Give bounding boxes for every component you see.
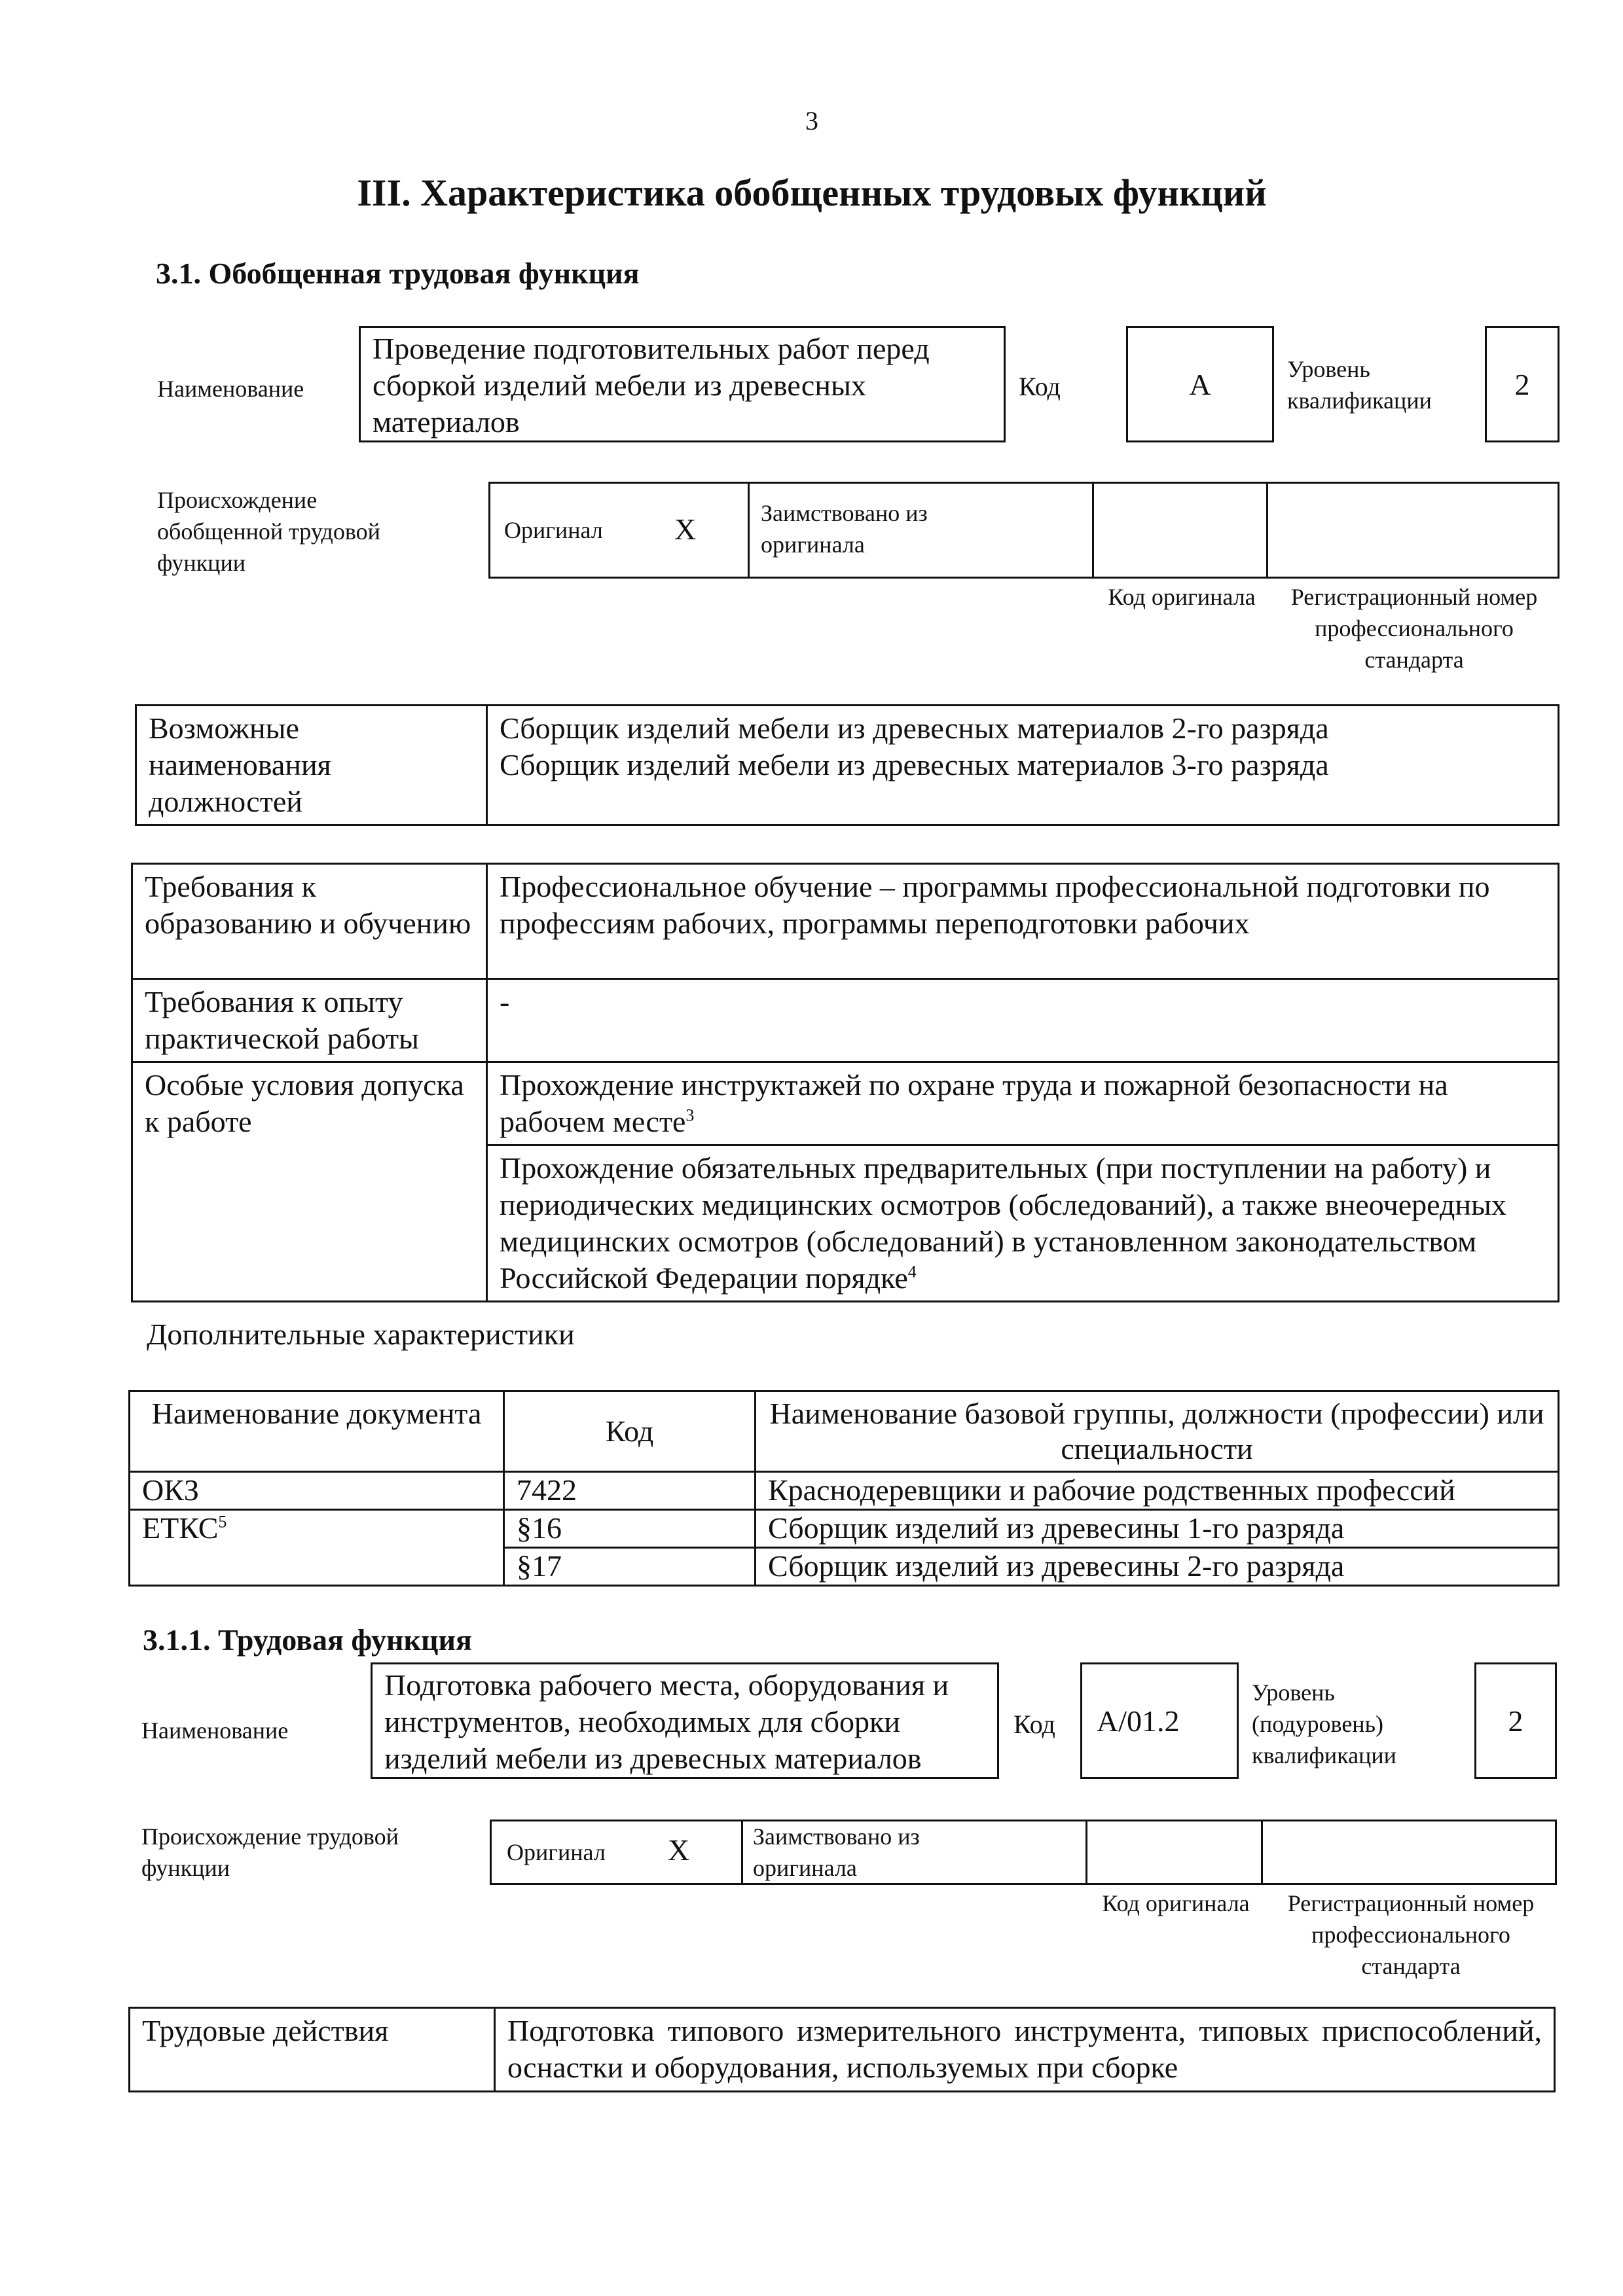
table-cell-code: §16 xyxy=(504,1510,756,1548)
tf-code-value: А/01.2 xyxy=(1080,1662,1239,1779)
divider xyxy=(1092,482,1094,579)
gtf-reg-number-caption: Регистрационный номер профессионального стандарта xyxy=(1290,584,1538,673)
table-cell-code: §17 xyxy=(504,1548,756,1586)
col-doc-header: Наименование документа xyxy=(130,1391,504,1472)
additional-table xyxy=(128,1390,1559,1587)
position-item: Сборщик изделий мебели из древесных материалов 3-го разряда xyxy=(500,748,1329,781)
divider xyxy=(748,482,750,579)
tf-borrowed-label: Заимствовано из оригинала xyxy=(753,1823,920,1881)
footnote-mark: 3 xyxy=(685,1105,695,1125)
gtf-name-label: Наименование xyxy=(157,376,304,402)
actions-table xyxy=(128,2007,1556,2092)
tf-code-original-caption: Код оригинала xyxy=(1102,1890,1250,1916)
special-label: Особые условия допуска к работе xyxy=(132,1062,487,1302)
additional-heading: Дополнительные характеристики xyxy=(147,1318,575,1351)
position-item: Сборщик изделий мебели из древесных материалов 2-го разряда xyxy=(500,711,1329,745)
table-cell-doc: ОКЗ xyxy=(130,1472,504,1510)
gtf-name-value: Проведение подготовительных работ перед сборкой изделий мебели из древесных материалов xyxy=(359,326,1006,442)
col-code-header: Код xyxy=(504,1391,756,1472)
positions-label: Возможные наименования должностей xyxy=(136,706,487,825)
gtf-origin-box xyxy=(488,482,1559,579)
gtf-code-value: А xyxy=(1126,326,1274,442)
gtf-level-value: 2 xyxy=(1485,326,1559,442)
experience-value: - xyxy=(487,979,1559,1062)
gtf-level-label: Уровень квалификации xyxy=(1287,356,1432,414)
tf-original-label: Оригинал xyxy=(507,1839,606,1865)
experience-label: Требования к опыту практической работы xyxy=(132,979,487,1062)
gtf-code-original-caption: Код оригинала xyxy=(1108,584,1256,610)
tf-heading: 3.1.1. Трудовая функция xyxy=(143,1623,472,1657)
divider xyxy=(1085,1820,1087,1885)
gtf-original-label: Оригинал xyxy=(504,517,603,543)
positions-table xyxy=(135,704,1559,826)
divider xyxy=(741,1820,743,1885)
page-number: 3 xyxy=(805,106,818,135)
page-title: III. Характеристика обобщенных трудовых функций xyxy=(357,171,1267,214)
divider xyxy=(1261,1820,1263,1885)
tf-name-label: Наименование xyxy=(141,1717,289,1744)
gtf-code-label: Код xyxy=(1019,372,1061,401)
tf-reg-number-caption: Регистрационный номер профессионального стандарта xyxy=(1287,1890,1535,1979)
footnote-mark: 4 xyxy=(907,1262,917,1282)
tf-level-label: Уровень (подуровень) квалификации xyxy=(1252,1679,1396,1768)
gtf-origin-label: Происхождение обобщенной трудовой функции xyxy=(157,487,380,576)
actions-value: Подготовка типового измерительного инструмента, типовых приспособлений, оснастки и оборудования, используемых при сборке xyxy=(495,2008,1555,2092)
table-cell-name: Сборщик изделий из древесины 2-го разряда xyxy=(756,1548,1559,1586)
special-value-2: Прохождение обязательных предварительных (при поступлении на работу) и периодических медицинских осмотров (обследований), а также внеочередных медицинских осмотров (обследований) в установленном законодательством Российской Федерации порядке xyxy=(500,1151,1506,1295)
table-cell-name: Краснодеревщики и рабочие родственных профессий xyxy=(756,1472,1559,1510)
special-value-1: Прохождение инструктажей по охране труда и пожарной безопасности на рабочем месте xyxy=(500,1068,1448,1138)
tf-level-value: 2 xyxy=(1474,1662,1557,1779)
gtf-original-mark: Х xyxy=(674,512,697,546)
table-cell-code: 7422 xyxy=(504,1472,756,1510)
gtf-heading: 3.1. Обобщенная трудовая функция xyxy=(156,257,640,290)
tf-code-label: Код xyxy=(1013,1710,1055,1739)
education-label: Требования к образованию и обучению xyxy=(132,864,487,979)
tf-original-mark: Х xyxy=(668,1833,690,1867)
requirements-table xyxy=(131,863,1559,1302)
footnote-mark: 5 xyxy=(218,1512,227,1532)
gtf-borrowed-label: Заимствовано из оригинала xyxy=(761,500,928,558)
col-name-header: Наименование базовой группы, должности (профессии) или специальности xyxy=(756,1391,1559,1472)
tf-origin-label: Происхождение трудовой функции xyxy=(141,1823,399,1881)
actions-label: Трудовые действия xyxy=(130,2008,495,2092)
tf-name-value: Подготовка рабочего места, оборудования и инструментов, необходимых для сборки изделий мебели из древесных материалов xyxy=(371,1662,999,1779)
education-value: Профессиональное обучение – программы профессиональной подготовки по профессиям рабочих, программы переподготовки рабочих xyxy=(487,864,1559,979)
table-cell-name: Сборщик изделий из древесины 1-го разряда xyxy=(756,1510,1559,1548)
table-cell-doc: ЕТКС xyxy=(142,1511,219,1545)
tf-origin-box xyxy=(490,1820,1557,1885)
divider xyxy=(1266,482,1268,579)
